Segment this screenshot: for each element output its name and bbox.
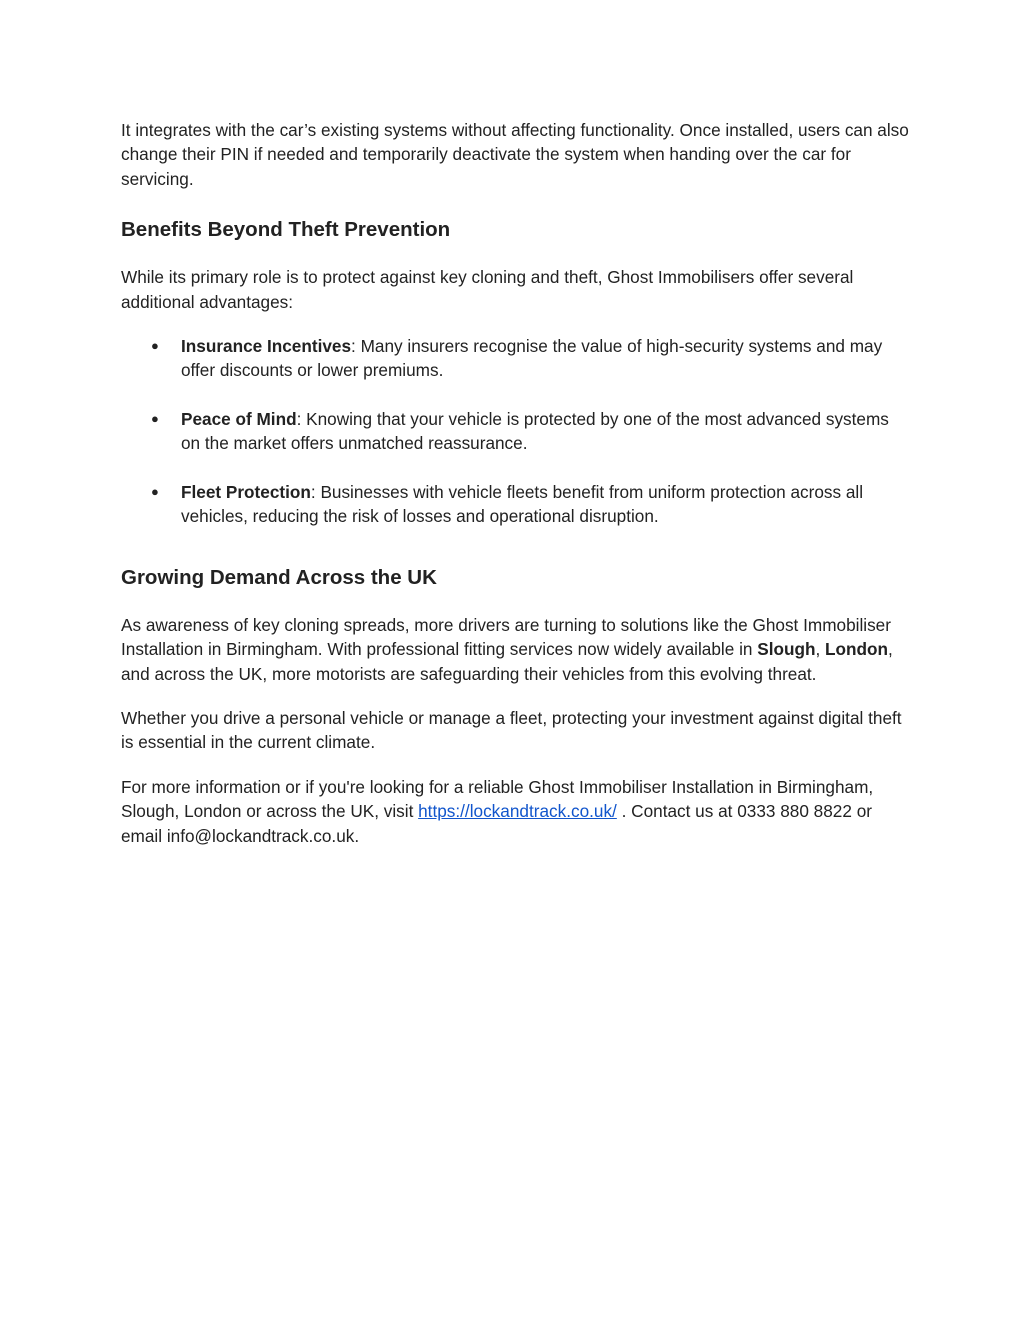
- awareness-text-part1: As awareness of key cloning spreads, more drivers are turning to solutions like the Ghost Immobiliser Installation in Birmingham. With professional fitting services now widely available in: [121, 614, 891, 660]
- investment-paragraph: Whether you drive a personal vehicle or manage a fleet, protecting your investment against digital theft is essential in the current climate.: [121, 708, 902, 753]
- city-separator: ,: [815, 639, 826, 660]
- city-slough: Slough: [757, 639, 816, 660]
- list-item-title: Peace of Mind: [181, 409, 297, 430]
- benefits-list: [121, 334, 911, 529]
- list-item-title: Insurance Incentives: [181, 336, 352, 357]
- list-item: [121, 334, 911, 383]
- list-item-title: Fleet Protection: [181, 482, 311, 503]
- list-item-text: : Knowing that your vehicle is protected by one of the most advanced systems on the market offers unmatched reassurance.: [181, 409, 889, 454]
- benefits-heading: Benefits Beyond Theft Prevention: [121, 218, 451, 242]
- bullet-icon: ●: [151, 338, 159, 354]
- city-london: London: [825, 639, 889, 660]
- document-page: [121, 118, 911, 848]
- intro-paragraph: It integrates with the car’s existing systems without affecting functionality. Once installed, users can also change their PIN if needed and temporarily deactivate the system when handing over the car for servicing.: [121, 120, 909, 189]
- contact-text-part2: . Contact us at 0333 880 8822 or email info@lockandtrack.co.uk.: [121, 801, 872, 846]
- awareness-text-part2: , and across the UK, more motorists are safeguarding their vehicles from this evolving threat.: [121, 639, 893, 684]
- awareness-paragraph: [121, 613, 911, 686]
- website-link[interactable]: https://lockandtrack.co.uk/: [418, 801, 617, 822]
- list-item-text: : Many insurers recognise the value of high-security systems and may offer discounts or lower premiums.: [181, 336, 883, 381]
- bullet-icon: ●: [151, 411, 159, 427]
- contact-text-part1: For more information or if you're looking for a reliable Ghost Immobiliser Installation in Birmingham, Slough, London or across the UK, visit: [121, 776, 874, 822]
- list-item: [121, 407, 911, 456]
- contact-paragraph: [121, 775, 911, 848]
- list-item-text: : Businesses with vehicle fleets benefit from uniform protection across all vehicles, reducing the risk of losses and operational disruption.: [181, 482, 864, 527]
- list-item: [121, 480, 911, 529]
- growing-demand-heading: Growing Demand Across the UK: [121, 565, 437, 589]
- bullet-icon: ●: [151, 484, 159, 500]
- benefits-intro-paragraph: While its primary role is to protect against key cloning and theft, Ghost Immobilisers offer several additional advantages:: [121, 267, 854, 312]
